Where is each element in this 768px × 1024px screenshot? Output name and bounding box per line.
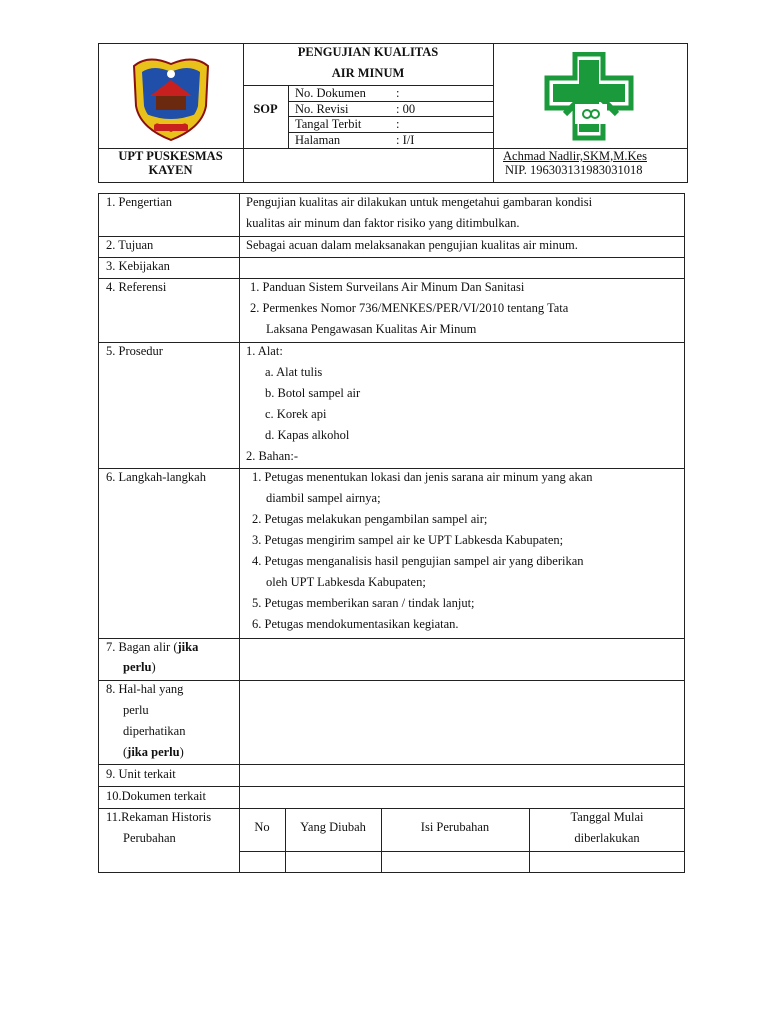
row-divider	[98, 638, 685, 639]
meta-label: No. Revisi	[295, 102, 349, 116]
row-divider	[98, 468, 685, 469]
org-name-line2: KAYEN	[148, 163, 193, 177]
row-divider	[98, 764, 685, 765]
step-line: 1. Petugas menentukan lokasi dan jenis sarana air minum yang akan	[252, 470, 593, 484]
section-text: Laksana Pengawasan Kualitas Air Minum	[266, 322, 477, 336]
section-label: 1. Pengertian	[106, 195, 172, 209]
row-divider	[98, 278, 685, 279]
column-header-yang-diubah: Yang Diubah	[300, 820, 366, 834]
section-label: 3. Kebijakan	[106, 259, 170, 273]
step-line: 6. Petugas mendokumentasikan kegiatan.	[252, 617, 459, 631]
list-item: d. Kapas alkohol	[265, 428, 350, 442]
section-label: 4. Referensi	[106, 280, 167, 294]
row-divider	[98, 786, 685, 787]
section-text: Sebagai acuan dalam melaksanakan pengujian kualitas air minum.	[246, 238, 578, 252]
section-text: 2. Bahan:-	[246, 449, 299, 463]
row-divider	[98, 680, 685, 681]
column-header-isi-perubahan: Isi Perubahan	[420, 820, 490, 834]
label-text: 7. Bagan alir (	[106, 640, 178, 654]
puskesmas-cross-icon	[541, 52, 637, 142]
header-divider	[243, 85, 493, 86]
rekaman-divider	[285, 808, 286, 873]
row-divider	[98, 808, 685, 809]
meta-label: Halaman	[295, 133, 341, 147]
meta-value: : I/I	[396, 133, 415, 147]
step-line: 5. Petugas memberikan saran / tindak lanjut;	[252, 596, 475, 610]
step-line: 2. Petugas melakukan pengambilan sampel air;	[252, 512, 488, 526]
sop-label: SOP	[253, 102, 278, 116]
list-item: b. Botol sampel air	[265, 386, 361, 400]
section-label	[123, 745, 184, 759]
step-line: 3. Petugas mengirim sampel air ke UPT Labkesda Kabupaten;	[252, 533, 564, 547]
section-label: 8. Hal-hal yang	[106, 682, 184, 696]
section-text: 1. Panduan Sistem Surveilans Air Minum Dan Sanitasi	[250, 280, 525, 294]
doc-title-line2: AIR MINUM	[331, 66, 405, 80]
section-text: Pengujian kualitas air dilakukan untuk mengetahui gambaran kondisi	[246, 195, 593, 209]
step-line: diambil sampel airnya;	[266, 491, 381, 505]
org-name-line1: UPT PUSKESMAS	[118, 149, 223, 163]
list-item: c. Korek api	[265, 407, 327, 421]
row-divider	[98, 342, 685, 343]
meta-value: : 00	[396, 102, 416, 116]
label-text: )	[179, 745, 184, 759]
section-label: Perubahan	[123, 831, 176, 845]
signer-name: Achmad Nadlir,SKM,M.Kes	[503, 149, 647, 163]
column-header-tanggal: Tanggal Mulai	[570, 810, 644, 824]
meta-label: Tangal Terbit	[295, 117, 362, 131]
meta-value: :	[396, 117, 400, 131]
section-label: 5. Prosedur	[106, 344, 163, 358]
section-label: perlu	[123, 703, 149, 717]
section-label	[106, 640, 198, 654]
column-header-no: No	[254, 820, 270, 834]
rekaman-divider	[381, 808, 382, 873]
section-label	[123, 660, 156, 674]
label-text-bold: jika perlu	[127, 745, 180, 759]
row-divider	[98, 236, 685, 237]
label-text: (	[123, 745, 128, 759]
signer-nip: NIP. 196303131983031018	[505, 163, 643, 177]
section-text: 1. Alat:	[246, 344, 283, 358]
meta-value: :	[396, 86, 400, 100]
section-label: 6. Langkah-langkah	[106, 470, 206, 484]
step-line: 4. Petugas menganalisis hasil pengujian sampel air yang diberikan	[252, 554, 584, 568]
section-text: 2. Permenkes Nomor 736/MENKES/PER/VI/2010 tentang Tata	[250, 301, 569, 315]
section-label: 2. Tujuan	[106, 238, 154, 252]
meta-label: No. Dokumen	[295, 86, 366, 100]
list-item: a. Alat tulis	[265, 365, 323, 379]
column-header-tanggal: diberlakukan	[574, 831, 640, 845]
label-text-bold: perlu	[123, 660, 152, 674]
section-label: 11.Rekaman Historis	[106, 810, 212, 824]
label-text: )	[151, 660, 156, 674]
regency-crest-icon	[126, 52, 216, 142]
rekaman-divider	[239, 851, 685, 852]
row-divider	[98, 257, 685, 258]
content-divider	[239, 193, 240, 873]
header-divider	[493, 43, 494, 183]
section-label: diperhatikan	[123, 724, 186, 738]
section-text: kualitas air minum dan faktor risiko yang ditimbulkan.	[246, 216, 520, 230]
section-label: 10.Dokumen terkait	[106, 789, 206, 803]
label-text-bold: jika	[177, 640, 199, 654]
section-label: 9. Unit terkait	[106, 767, 176, 781]
doc-title-line1: PENGUJIAN KUALITAS	[297, 45, 439, 59]
step-line: oleh UPT Labkesda Kabupaten;	[266, 575, 426, 589]
